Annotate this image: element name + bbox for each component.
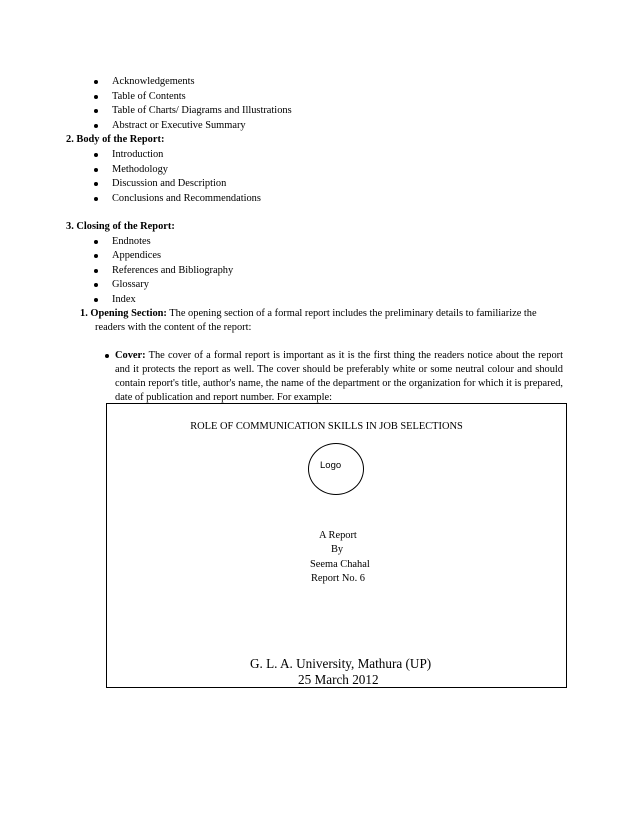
list-item: Endnotes [112, 236, 151, 247]
list-item: Abstract or Executive Summary [112, 120, 246, 131]
bullet-icon [94, 269, 98, 273]
body-heading: 2. Body of the Report: [66, 134, 165, 145]
bullet-icon [94, 109, 98, 113]
institution-name: G. L. A. University, Mathura (UP) [250, 656, 432, 671]
cover-line1 [115, 349, 563, 364]
bullet-icon [94, 153, 98, 157]
list-item: Conclusions and Recommendations [112, 193, 261, 204]
report-number: Report No. 6 [311, 573, 365, 584]
bullet-icon [105, 354, 109, 358]
bullet-icon [94, 95, 98, 99]
bullet-icon [94, 240, 98, 244]
bullet-icon [94, 124, 98, 128]
cover-line3: contain report's title, author's name, the name of the department or the organization for which it is prepared, [115, 378, 563, 389]
cover-label: Cover: [115, 350, 146, 361]
report-author: Seema Chahal [310, 559, 370, 570]
cover-line2: and it protects the report as well. The cover should be preferably white or some neutral colour and should [115, 364, 563, 375]
list-item: Discussion and Description [112, 178, 227, 189]
list-item: Glossary [112, 279, 149, 290]
list-item: Table of Contents [112, 91, 186, 102]
opening-section-line1 [80, 307, 537, 322]
report-label: A Report [319, 530, 357, 541]
list-item: Methodology [112, 164, 168, 175]
list-item: Introduction [112, 149, 164, 160]
closing-heading: 3. Closing of the Report: [66, 221, 175, 232]
bullet-icon [94, 168, 98, 172]
list-item: Appendices [112, 250, 162, 261]
bullet-icon [94, 283, 98, 287]
bullet-icon [94, 80, 98, 84]
opening-section-line2: readers with the content of the report: [95, 322, 252, 333]
list-item: Index [112, 294, 136, 305]
opening-section-text: The opening section of a formal report includes the preliminary details to familiarize the [166, 308, 537, 319]
list-item: Acknowledgements [112, 76, 195, 87]
report-date: 25 March 2012 [298, 672, 379, 687]
bullet-icon [94, 197, 98, 201]
cover-text: The cover of a formal report is important as it is the first thing the readers notice about the report [145, 350, 563, 361]
list-item: Table of Charts/ Diagrams and Illustrations [112, 105, 292, 116]
bullet-icon [94, 298, 98, 302]
logo-label: Logo [320, 460, 342, 471]
opening-section-label: 1. Opening Section: [80, 308, 167, 319]
bullet-icon [94, 254, 98, 258]
list-item: References and Bibliography [112, 265, 234, 276]
cover-line4: date of publication and report number. For example: [115, 392, 332, 403]
example-cover-title: ROLE OF COMMUNICATION SKILLS IN JOB SELECTIONS [190, 421, 463, 432]
report-by: By [331, 544, 344, 555]
bullet-icon [94, 182, 98, 186]
